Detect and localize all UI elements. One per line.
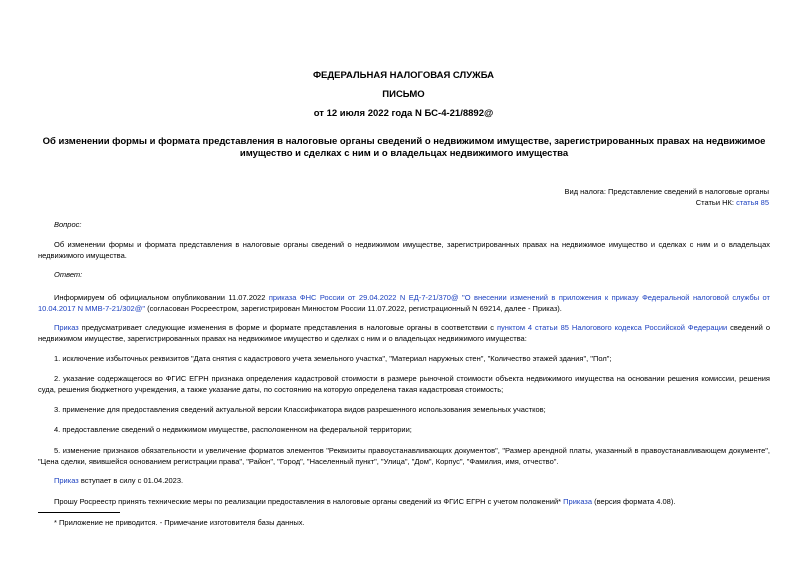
order-link[interactable]: приказа ФНС России от 29.04.2022 N ЕД-7-21/370@ "О внесении изменений в приложения к приказу Федеральной налоговой службы от 10.04.2017 N ММВ-7-21/302@" xyxy=(38,293,770,313)
footnote: * Приложение не приводится. - Примечание изготовителя базы данных. xyxy=(54,518,305,527)
para-publication: Информируем об официальном опубликовании 11.07.2022 приказа ФНС России от 29.04.2022 N ЕД-7-21/370@ "О внесении изменений в приложения к приказу Федеральной налоговой службы от 10.04.2017 N ММВ-7-21/302@" (согласован Росреестром, зарегистрирован Минюстом России 11.07.2022, регистрационный N 69214, далее - Приказ). xyxy=(38,293,770,313)
nk-articles xyxy=(565,197,769,208)
para-effective: Приказ вступает в силу с 01.04.2023. xyxy=(54,476,184,485)
nk-prefix: Статьи НК: xyxy=(695,198,737,207)
order-link-4[interactable]: Приказа xyxy=(563,497,593,506)
org-title: ФЕДЕРАЛЬНАЯ НАЛОГОВАЯ СЛУЖБА xyxy=(312,70,495,81)
list-item: 2. указание содержащегося во ФГИС ЕГРН признака определения кадастровой стоимости в размере рыночной стоимости объекта недвижимого имущества на основании решения комиссии, решения суда, решения бюджетного учреждения, а также указание даты, по состоянию на которую определена такая кадастровая стоимость; xyxy=(38,374,770,394)
tax-code-link[interactable]: пунктом 4 статьи 85 Налогового кодекса Российской Федерации xyxy=(496,323,728,332)
doc-subject: Об изменении формы и формата представления в налоговые органы сведений о недвижимом имуществе, зарегистрированных правах на недвижимое имущество и сделках с ним и о владельцах недвижимого имущества xyxy=(42,136,766,159)
answer-label: Ответ: xyxy=(54,270,83,279)
question-label: Вопрос: xyxy=(54,220,82,229)
doc-type: ПИСЬМО xyxy=(382,89,425,100)
question-text: Об изменении формы и формата представления в налоговые органы сведений о недвижимом имуществе, зарегистрированных правах на недвижимое имущество и сделках с ним и о владельцах недвижимого имущества. xyxy=(38,240,770,260)
list-item: 3. применение для предоставления сведений актуальной версии Классификатора видов разрешенного использования земельных участков; xyxy=(54,405,546,414)
tax-type: Вид налога: Представление сведений в налоговые органы xyxy=(564,187,769,196)
doc-meta xyxy=(565,186,769,208)
footnote-rule xyxy=(38,512,120,513)
para-request: Прошу Росреестр принять технические меры по реализации предоставления в налоговые органы сведений из ФГИС ЕГРН с учетом положений* Приказа (версия формата 4.08). xyxy=(54,497,676,506)
order-link-3[interactable]: Приказ xyxy=(54,476,79,485)
list-item: 1. исключение избыточных реквизитов "Дата снятия с кадастрового учета земельного участка", "Материал наружных стен", "Количество этажей здания", "Пол"; xyxy=(54,354,612,363)
nk-article-link[interactable]: статья 85 xyxy=(736,198,769,207)
doc-date-number: от 12 июля 2022 года N БС-4-21/8892@ xyxy=(313,108,494,119)
order-link-2[interactable]: Приказ xyxy=(54,323,79,332)
list-item: 4. предоставление сведений о недвижимом имуществе, расположенном на федеральной территории; xyxy=(54,425,412,434)
list-item: 5. изменение признаков обязательности и увеличение форматов элементов "Реквизиты правоустанавливающих документов", "Размер арендной платы, указанный в правоустанавливающем документе", "Цена сделки, явившейся основанием регистрации права", "Район", "Город", "Населенный пункт", "Улица", "Дом", Корпус", "Фамилия, имя, отчество". xyxy=(38,446,770,466)
para-changes: Приказ предусматривает следующие изменения в форме и формате представления в налоговые органы в соответствии с пунктом 4 статьи 85 Налогового кодекса Российской Федерации сведений о недвижимом имуществе, зарегистрированных правах на недвижимое имущество и сделках с ним и о владельцах недвижимого имущества: xyxy=(38,323,770,343)
